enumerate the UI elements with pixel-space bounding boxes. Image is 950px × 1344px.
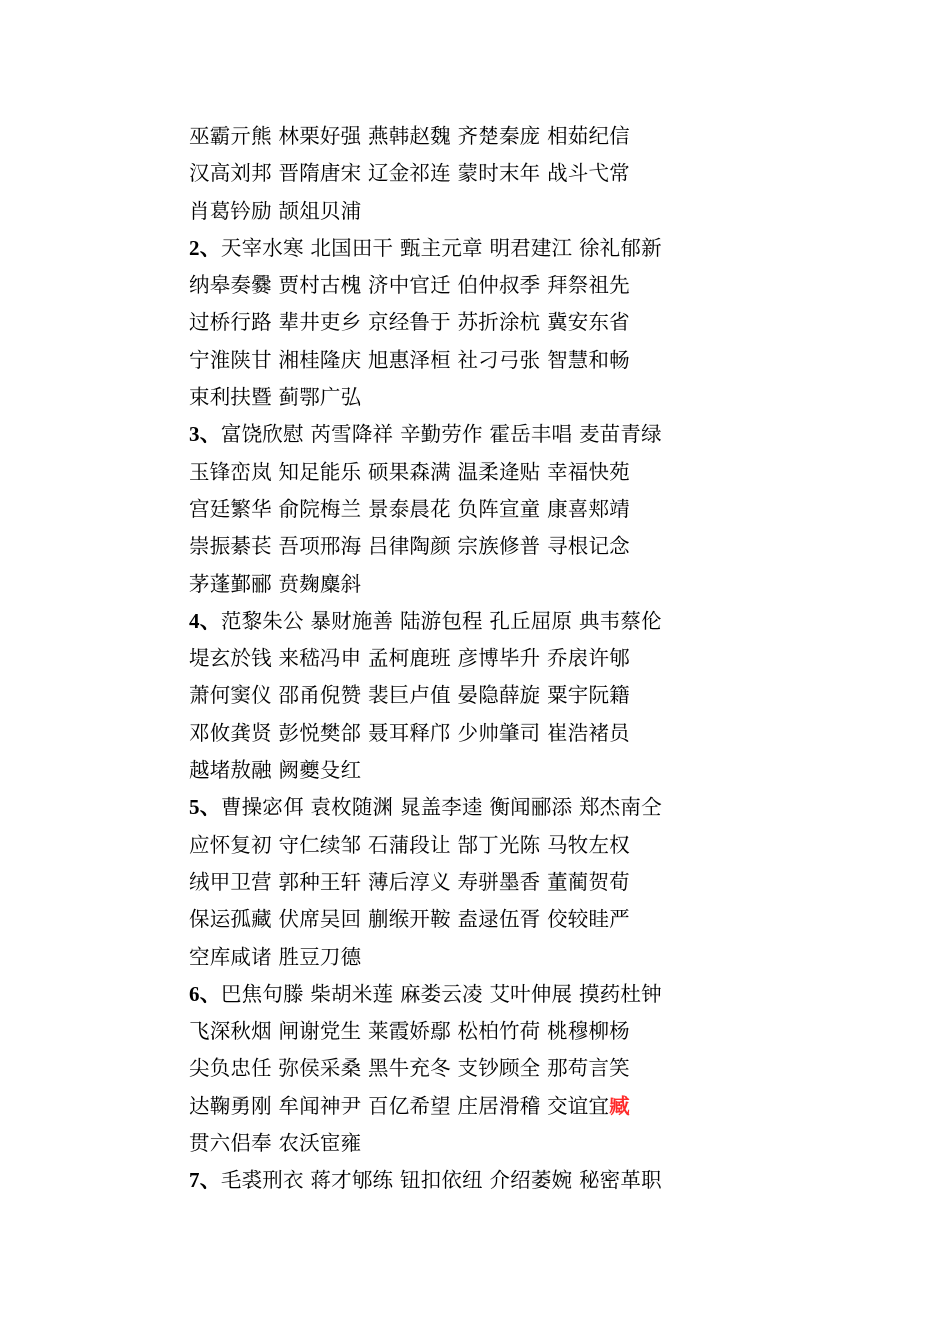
line-text: 尖负忠任 弥侯采桑 黑牛充冬 支钞顾全 那苟言笑 — [189, 1056, 630, 1081]
text-line — [189, 304, 749, 341]
line-text: 范黎朱公 暴财施善 陆游包程 孔丘屈原 典韦蔡伦 — [220, 608, 662, 633]
text-line — [189, 715, 749, 752]
text-line — [189, 1088, 749, 1125]
line-text: 肖葛钤励 颉俎贝浦 — [189, 198, 362, 223]
line-text: 贯六侣奉 农沃宦雍 — [189, 1131, 362, 1156]
line-text: 飞深秋烟 闸谢党生 莱霞娇鄢 松柏竹荷 桃穆柳杨 — [189, 1019, 630, 1044]
line-text: 达鞠勇刚 牟闻神尹 百亿希望 庄居滑稽 交谊宜 — [189, 1093, 610, 1118]
text-line — [189, 528, 749, 565]
line-text: 汉高刘邦 晋隋唐宋 辽金祁连 蒙时末年 战斗弋常 — [189, 161, 630, 186]
line-text: 茅蓬鄞郦 贲麹麋斜 — [189, 571, 362, 596]
line-text: 富饶欣慰 芮雪降祥 辛勤劳作 霍岳丰唱 麦苗青绿 — [220, 422, 662, 447]
text-line — [189, 1125, 749, 1162]
text-line — [189, 976, 749, 1013]
text-line — [189, 939, 749, 976]
text-line — [189, 491, 749, 528]
line-text: 巫霸亓熊 林栗好强 燕韩赵魏 齐楚秦庞 相茹纪信 — [189, 124, 630, 148]
line-text: 毛裘刑衣 蒋才郇练 钮扣依纽 介绍萎婉 秘密革职 — [220, 1168, 662, 1193]
highlighted-character: 臧 — [609, 1093, 630, 1118]
text-line — [189, 827, 749, 864]
line-text: 堤玄於钱 来嵇冯申 孟柯鹿班 彦博毕升 乔扆许郇 — [189, 646, 630, 671]
text-line — [189, 901, 749, 938]
line-text: 宁淮陕甘 湘桂隆庆 旭惠泽桓 社刁弓张 智慧和畅 — [189, 347, 630, 372]
text-line — [189, 416, 749, 453]
line-text: 天宰水寒 北国田干 甄主元章 明君建江 徐礼郁新 — [220, 235, 662, 260]
text-line — [189, 267, 749, 304]
text-line — [189, 603, 749, 640]
text-line — [189, 640, 749, 677]
line-text: 邓攸龚贤 彭悦樊郃 聂耳释邝 少帅肇司 崔浩褚员 — [189, 720, 630, 745]
text-line — [189, 1050, 749, 1087]
text-line — [189, 379, 749, 416]
line-text: 曹操宓佴 袁枚随渊 晁盖李逵 衡闻郦添 郑杰南仝 — [220, 795, 662, 820]
section-number: 5、 — [189, 795, 221, 820]
surname-verse-list — [189, 118, 749, 1200]
section-number: 3、 — [189, 422, 221, 447]
section-number: 4、 — [189, 608, 221, 633]
text-line — [189, 193, 749, 230]
line-text: 宫廷繁华 俞院梅兰 景泰晨花 负阵宣童 康喜郏靖 — [189, 496, 630, 521]
text-line — [189, 454, 749, 491]
line-text: 萧何窦仪 邵甬倪赞 裴巨卢值 晏隐薛旋 粟宇阮籍 — [189, 683, 630, 708]
line-text: 纳皋奏爨 贾村古槐 济中官迁 伯仲叔季 拜祭祖先 — [189, 273, 630, 298]
section-number: 6、 — [189, 981, 221, 1006]
line-text: 保运孤藏 伏席吴回 蒯缑开鞍 盍逯伍胥 佼较眭严 — [189, 907, 630, 932]
line-text: 巴焦句滕 柴胡米莲 麻娄云凌 艾叶伸展 摸药杜钟 — [220, 981, 662, 1006]
line-text: 越堵敖融 阙夔殳红 — [189, 758, 362, 783]
line-text: 玉锋峦岚 知足能乐 硕果森满 温柔逄贴 幸福快苑 — [189, 459, 630, 484]
text-line — [189, 342, 749, 379]
line-text: 束利扶暨 蓟鄂广弘 — [189, 385, 362, 410]
line-text: 过桥行路 辈井吏乡 京经鲁于 苏折涂杭 冀安东省 — [189, 310, 630, 335]
line-text: 应怀复初 守仁续邹 石蒲段让 郜丁光陈 马牧左权 — [189, 832, 630, 857]
section-number: 7、 — [189, 1168, 221, 1193]
section-number: 2、 — [189, 235, 221, 260]
text-line — [189, 677, 749, 714]
text-line — [189, 752, 749, 789]
text-line — [189, 864, 749, 901]
text-line — [189, 566, 749, 603]
line-text: 崇振綦苌 吾项邢海 吕律陶颜 宗族修普 寻根记念 — [189, 534, 630, 559]
text-line — [189, 1162, 749, 1199]
line-text: 空库咸诸 胜豆刀德 — [189, 944, 362, 969]
text-line — [189, 1013, 749, 1050]
text-line — [189, 230, 749, 267]
text-line — [189, 155, 749, 192]
line-text: 绒甲卫营 郭种王轩 薄后淳义 寿骈墨香 董蔺贺荀 — [189, 869, 630, 894]
text-line — [189, 789, 749, 826]
text-line — [189, 118, 749, 155]
